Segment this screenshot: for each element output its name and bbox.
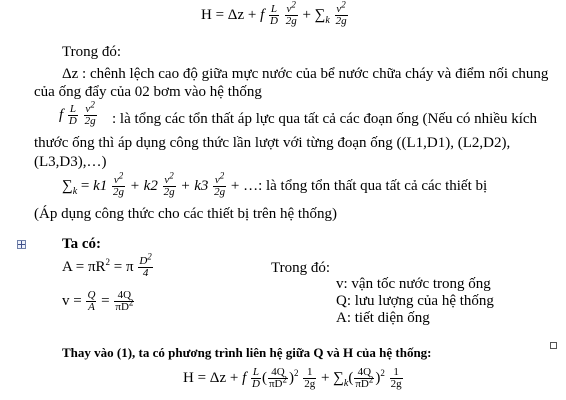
area-formula: $A = \pi R^2 = \pi$ $\frac{D^2}{4}$ (62, 251, 152, 279)
move-handle-icon[interactable] (17, 240, 26, 249)
frac-1-2g-b: $\frac{1}{2g}$ (390, 366, 402, 390)
pipe-loss-line3: (L3,D3),…) (34, 154, 107, 170)
frac-4q-pid2: $\frac{4Q}{\pi D^2}$ (115, 289, 134, 313)
substitution-heading: Thay vào (1), ta có phương trình liên hệ giữa Q và H của hệ thống: (62, 345, 432, 360)
dz-definition-line1: Δz : chênh lệch cao độ giữa mực nước của bể nước chữa cháy và điểm nối chung (62, 66, 549, 82)
frac-1-2g: $\frac{1}{2g}$ (304, 366, 316, 390)
frac-d2-4: $\frac{D^2}{4}$ (139, 251, 152, 279)
fitting-loss-line2: (Áp dụng công thức cho các thiết bị trên hệ thống) (34, 206, 338, 222)
frac-k3: $\frac{v^2}{2g}$ (214, 170, 226, 198)
def-area: A: tiết diện ống (336, 310, 430, 326)
formula-lhs: H = Δz + (201, 6, 261, 23)
resize-handle-icon[interactable] (550, 342, 557, 349)
frac-v2-2g: $\frac{v^2}{2g}$ (285, 0, 297, 27)
formula-h-q: H = Δz + f $\frac{L}{D}$ ( $\frac{4Q}{\pi D^2}$ )$^2$ $\frac{1}{2g}$ + $\sum_k$( $\frac{4Q}{\pi D^2}$ )$^2$ $\frac{1}{2g}$ (183, 366, 402, 390)
frac-4q-pid2-b: $\frac{4Q}{\pi D^2}$ (268, 366, 287, 390)
pipe-loss-term: f $\frac{L}{D}$ $\frac{v^2}{2g}$ (59, 99, 96, 127)
trong-do-heading-2: Trong đó: (271, 260, 331, 276)
frac-l-d-3: $\frac{L}{D}$ (251, 366, 260, 390)
frac-v2-2g-2: $\frac{v^2}{2g}$ (84, 99, 96, 127)
pipe-loss-line2: thước ống thì áp dụng công thức lần lượt với từng đoạn ống ((L1,D1), (L2,D2), (34, 135, 511, 151)
frac-k1: $\frac{v^2}{2g}$ (113, 170, 125, 198)
fitting-loss-line: $\sum_k = k1$ $\frac{v^2}{2g}$ + k2 $\frac{v^2}{2g}$ + k3 $\frac{v^2}{2g}$ + …: là tổng tổn thất qua tất cả các thiết bị (62, 170, 488, 198)
frac-k2: $\frac{v^2}{2g}$ (163, 170, 175, 198)
frac-v2-2g-b: $\frac{v^2}{2g}$ (335, 0, 347, 27)
dz-definition-line2: của ống đẩy của 02 bơm vào hệ thống (34, 84, 262, 100)
formula-f: f (260, 6, 265, 23)
frac-q-a: $\frac{Q}{A}$ (87, 289, 96, 313)
frac-l-d-2: $\frac{L}{D}$ (68, 103, 77, 127)
velocity-formula: v = $\frac{Q}{A}$ = $\frac{4Q}{\pi D^2}$ (62, 289, 134, 313)
pipe-loss-line1: : là tổng các tổn thất áp lực qua tất cả các đoạn ống (Nếu có nhiều kích (112, 111, 538, 127)
ta-co-heading: Ta có: (62, 236, 102, 252)
def-flow: Q: lưu lượng của hệ thống (336, 293, 494, 309)
formula-head-loss: H = Δz + f $\frac{L}{D}$ $\frac{v^2}{2g}$ + $\sum_k$ $\frac{v^2}{2g}$ (201, 0, 347, 27)
frac-l-d: $\frac{L}{D}$ (269, 3, 278, 27)
sigma-symbol: ∑ (314, 6, 326, 23)
trong-do-heading-1: Trong đó: (62, 44, 122, 60)
def-velocity: v: vận tốc nước trong ống (336, 276, 491, 292)
frac-4q-pid2-c: $\frac{4Q}{\pi D^2}$ (355, 366, 374, 390)
